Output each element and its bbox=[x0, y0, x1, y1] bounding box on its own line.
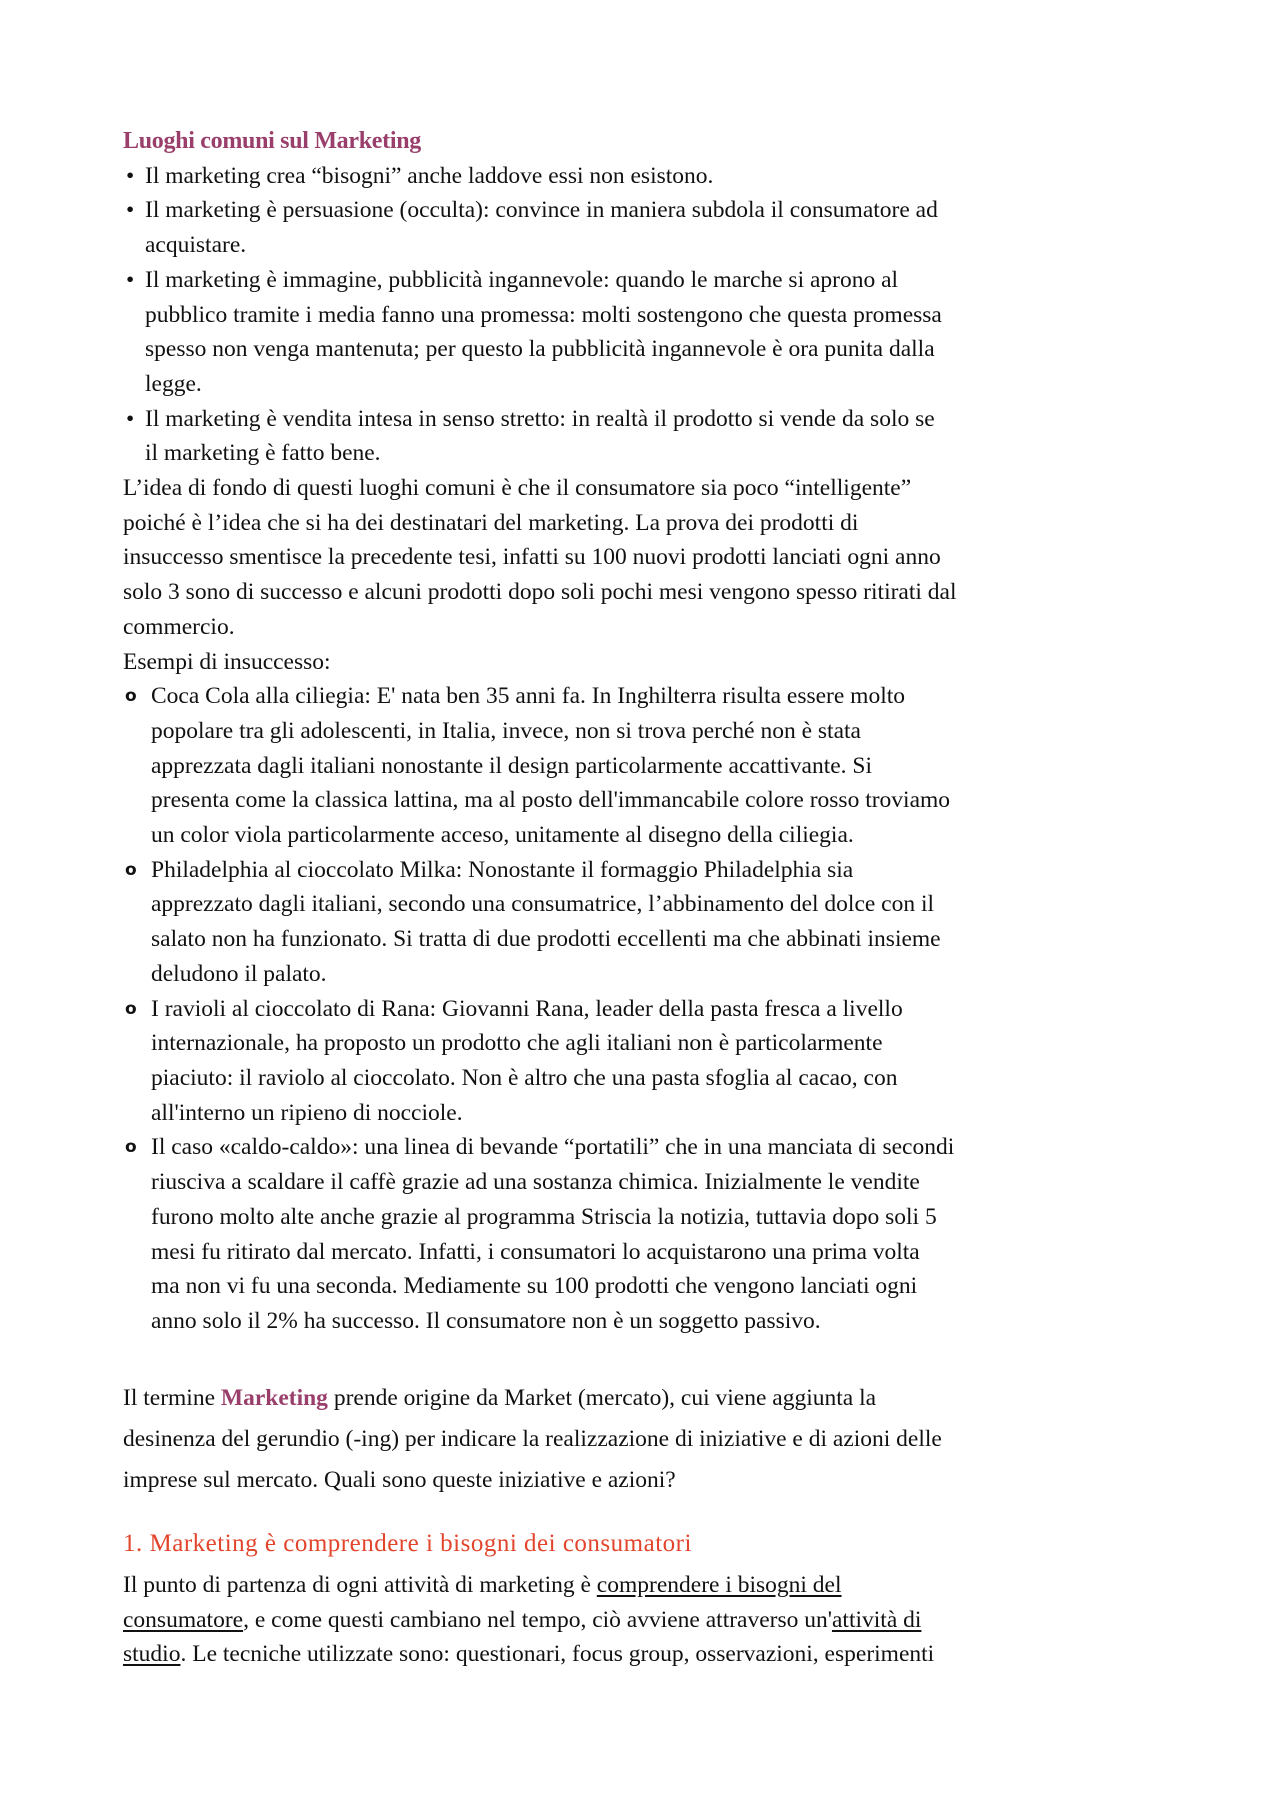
list-item-text: Il marketing è persuasione (occulta): convince in maniera subdola il consumatore ad acquistare. bbox=[145, 197, 938, 259]
examples-label: Esempi di insuccesso: bbox=[123, 648, 331, 675]
circle-bullet-icon: o bbox=[125, 998, 137, 1019]
circle-bullet-icon: o bbox=[125, 686, 137, 707]
list-item bbox=[123, 853, 1193, 992]
term-paragraph bbox=[123, 1378, 1223, 1501]
list-item bbox=[123, 193, 1193, 262]
list-item bbox=[123, 679, 1193, 853]
list-item-text: Il marketing crea “bisogni” anche laddove essi non esistono. bbox=[145, 162, 714, 189]
bullet-icon: • bbox=[126, 266, 135, 293]
commonplaces-list bbox=[123, 159, 1193, 471]
list-item-text: Philadelphia al cioccolato Milka: Nonostante il formaggio Philadelphia sia apprezzato dagli italiani, secondo una consumatrice, l’abbinamento del dolce con il salato non ha funzionato. Si tratta di due prodotti eccellenti ma che abbinati insieme deludono il palato. bbox=[151, 856, 941, 987]
bullet-icon: • bbox=[126, 405, 135, 432]
text: . Le tecniche utilizzate sono: questionari, focus group, osservazioni, esperimenti bbox=[180, 1641, 935, 1667]
idea-paragraph: L’idea di fondo di questi luoghi comuni è che il consumatore sia poco “intelligente” poiché è l’idea che si ha dei destinatari del marketing. La prova dei prodotti di insuccesso smentisce la precedente tesi, infatti su 100 nuovi prodotti lanciati ogni anno solo 3 sono di successo e alcuni prodotti dopo soli pochi mesi vengono spesso ritirati dal commercio. bbox=[123, 475, 957, 640]
bullet-icon: • bbox=[126, 162, 135, 189]
highlighted-term: Marketing bbox=[220, 1385, 328, 1411]
circle-bullet-icon: o bbox=[125, 1137, 137, 1158]
list-item-text: Il marketing è vendita intesa in senso stretto: in realtà il prodotto si vende da solo se il marketing è fatto bene. bbox=[145, 405, 935, 467]
list-item bbox=[123, 159, 1193, 194]
bullet-icon: • bbox=[126, 197, 135, 224]
list-item bbox=[123, 402, 1193, 471]
section-heading: Luoghi comuni sul Marketing bbox=[123, 128, 421, 154]
list-item bbox=[123, 263, 1193, 402]
text: prende origine da Market (mercato), cui viene aggiunta la desinenza del gerundio (-ing) per indicare la realizzazione di iniziative e di azioni delle imprese sul mercato. Quali sono queste iniziative e azioni? bbox=[123, 1385, 942, 1493]
section-1-paragraph bbox=[123, 1568, 1243, 1672]
list-item-text: I ravioli al cioccolato di Rana: Giovanni Rana, leader della pasta fresca a livello internazionale, ha proposto un prodotto che agli italiani non è particolarmente piaciuto: il raviolo al cioccolato. Non è altro che una pasta sfoglia al cacao, con all'interno un ripieno di nocciole. bbox=[151, 995, 903, 1126]
list-item bbox=[123, 992, 1193, 1131]
circle-bullet-icon: o bbox=[125, 859, 137, 880]
underlined-text: attività di studio bbox=[123, 1606, 922, 1667]
section-1-title: 1. Marketing è comprendere i bisogni dei consumatori bbox=[123, 1530, 692, 1557]
document-body bbox=[123, 124, 1193, 1339]
list-item bbox=[123, 1130, 1193, 1338]
text: Il punto di partenza di ogni attività di marketing è bbox=[123, 1572, 597, 1598]
list-item-text: Coca Cola alla ciliegia: E' nata ben 35 anni fa. In Inghilterra risulta essere molto popolare tra gli adolescenti, in Italia, invece, non si trova perché non è stata apprezzata dagli italiani nonostante il design particolarmente accattivante. Si presenta come la classica lattina, ma al posto dell'immancabile colore rosso troviamo un color viola particolarmente acceso, unitamente al disegno della ciliegia. bbox=[151, 683, 951, 849]
text: , e come questi cambiano nel tempo, ciò avviene attraverso un' bbox=[243, 1606, 832, 1633]
text: Il termine bbox=[123, 1385, 221, 1411]
examples-list bbox=[123, 679, 1193, 1338]
underlined-text: comprendere i bisogni del consumatore bbox=[123, 1572, 842, 1633]
list-item-text: Il caso «caldo-caldo»: una linea di bevande “portatili” che in una manciata di secondi riusciva a scaldare il caffè grazie ad una sostanza chimica. Inizialmente le vendite furono molto alte anche grazie al programma Striscia la notizia, tuttavia dopo soli 5 mesi fu ritirato dal mercato. Infatti, i consumatori lo acquistarono una prima volta ma non vi fu una seconda. Mediamente su 100 prodotti che vengono lanciati ogni anno solo il 2% ha successo. Il consumatore non è un soggetto passivo. bbox=[151, 1134, 955, 1334]
list-item-text: Il marketing è immagine, pubblicità ingannevole: quando le marche si aprono al pubblico tramite i media fanno una promessa: molti sostengono che questa promessa spesso non venga mantenuta; per questo la pubblicità ingannevole è ora punita dalla legge. bbox=[145, 266, 942, 397]
